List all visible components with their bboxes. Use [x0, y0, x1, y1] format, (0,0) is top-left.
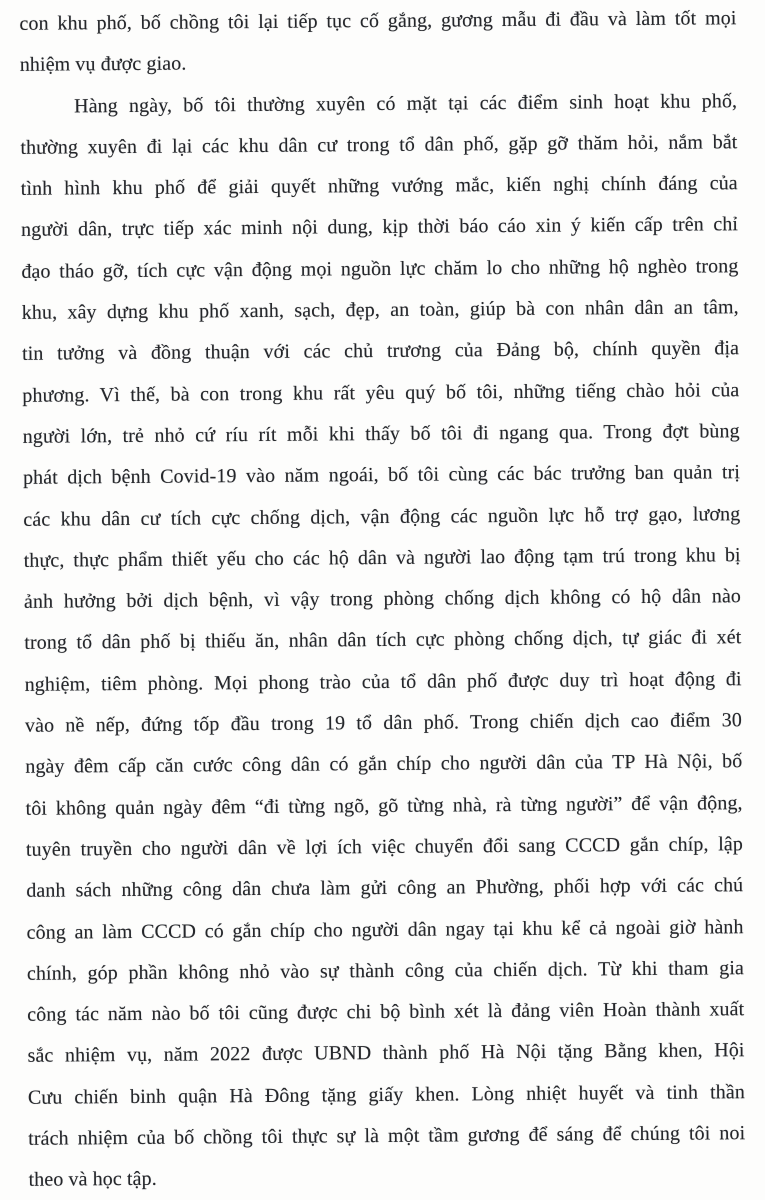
text-line: con khu phố, bố chồng tôi lại tiếp tục cố gắng, gương mẫu đi đầu và làm tốt mọi: [19, 7, 737, 35]
text-line: vào nề nếp, đứng tốp đầu trong 19 tổ dân phố. Trong chiến dịch cao điểm 30: [24, 709, 743, 737]
text-line: tình hình khu phố để giải quyết những vướng mắc, kiến nghị chính đáng của: [20, 172, 738, 201]
text-line: trong tổ dân phố bị thiếu ăn, nhân dân tích cực phòng chống dịch, tự giác đi xét: [24, 626, 742, 655]
text-line: ngày đêm cấp căn cước công dân có gắn chíp cho người dân của TP Hà Nội, bố: [25, 750, 743, 779]
document-text-block: [19, 0, 745, 1200]
text-line: khu, xây dựng khu phố xanh, sạch, đẹp, an toàn, giúp bà con nhân dân an tâm,: [21, 296, 739, 324]
text-line: thường xuyên đi lại các khu dân cư trong tổ dân phố, gặp gỡ thăm hỏi, nắm bắt: [20, 131, 738, 159]
text-line: nhiệm vụ được giao.: [19, 52, 187, 77]
text-line: các khu dân cư tích cực chống dịch, vận động các nguồn lực hỗ trợ gạo, lương: [23, 502, 741, 531]
text-line: Hàng ngày, bố tôi thường xuyên có mặt tại các điểm sinh hoạt khu phố,: [74, 89, 738, 118]
text-line: phương. Vì thế, bà con trong khu rất yêu quý bố tôi, những tiếng chào hỏi của: [22, 378, 740, 407]
text-line: công tác năm nào bố tôi cũng được chi bộ bình xét là đảng viên Hoàn thành xuất: [27, 998, 745, 1026]
text-line: đạo tháo gỡ, tích cực vận động mọi nguồn lực chăm lo cho những hộ nghèo trong: [21, 254, 739, 283]
text-line: Cưu chiến binh quận Hà Đông tặng giấy khen. Lòng nhiệt huyết và tinh thần: [27, 1080, 745, 1109]
text-line: phát dịch bệnh Covid-19 vào năm ngoái, bố tôi cùng các bác trưởng ban quản trị: [22, 461, 741, 490]
text-line: công an làm CCCD có gắn chíp cho người dân ngay tại khu kể cả ngoài giờ hành: [26, 915, 744, 944]
text-line: thực, thực phẩm thiết yếu cho các hộ dân và người lao động tạm trú trong khu bị: [23, 544, 741, 572]
text-line: sắc nhiệm vụ, năm 2022 được UBND thành phố Hà Nội tặng Bằng khen, Hội: [27, 1039, 745, 1068]
text-line: tôi không quản ngày đêm “đi từng ngõ, gõ từng nhà, rà từng người” để vận động,: [25, 791, 743, 820]
text-line: danh sách những công dân chưa làm gửi công an Phường, phối hợp với các chú: [26, 874, 744, 903]
text-line: người dân, trực tiếp xác minh nội dung, kịp thời báo cáo xin ý kiến cấp trên chỉ: [21, 213, 739, 242]
text-line: tin tưởng và đồng thuận với các chủ trương của Đảng bộ, chính quyền địa: [21, 337, 740, 366]
text-line: nghiệm, tiêm phòng. Mọi phong trào của tổ dân phố được duy trì hoạt động đi: [24, 667, 742, 696]
text-line: theo và học tập.: [28, 1168, 157, 1192]
text-line: chính, góp phần không nhỏ vào sự thành công của chiến dịch. Từ khi tham gia: [26, 957, 744, 985]
text-line: trách nhiệm của bố chồng tôi thực sự là một tầm gương để sáng để chúng tôi noi: [28, 1122, 746, 1150]
text-line: tuyên truyền cho người dân về lợi ích việc chuyển đổi sang CCCD gắn chíp, lập: [25, 833, 744, 861]
text-line: người lớn, trẻ nhỏ cứ ríu rít mỗi khi thấy bố tôi đi ngang qua. Trong đợt bùng: [22, 420, 740, 448]
text-line: ảnh hưởng bởi dịch bệnh, vì vậy trong phòng chống dịch không có hộ dân nào: [23, 585, 742, 613]
